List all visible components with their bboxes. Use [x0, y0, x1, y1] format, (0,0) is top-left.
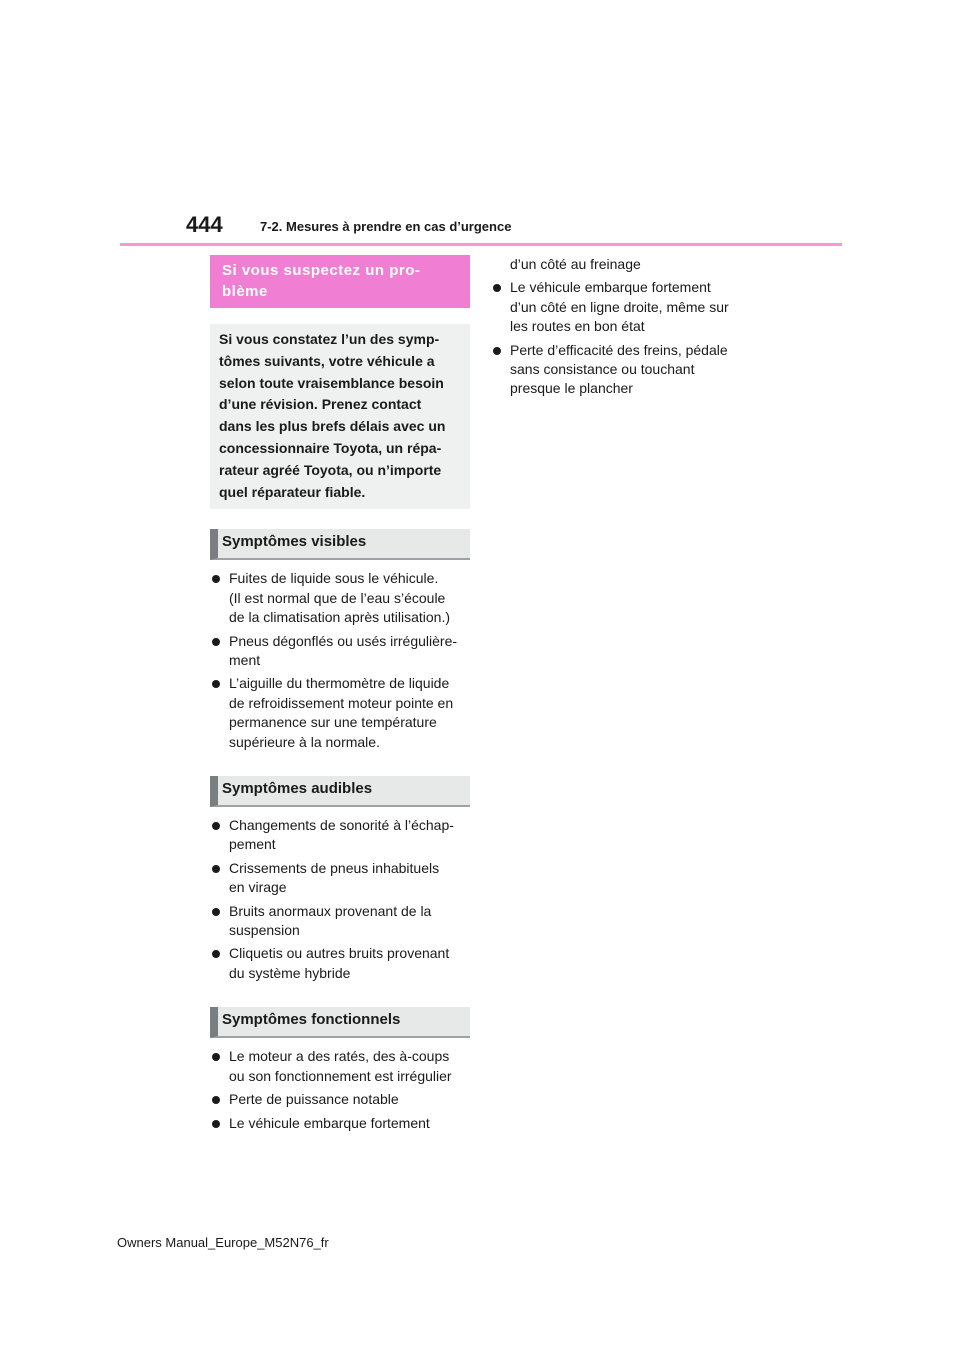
list-item-text: Le véhicule embarque fortement d’un côté en ligne droite, même sur les routes en bon état [510, 279, 729, 335]
bullet-icon [212, 680, 220, 688]
bullet-icon [493, 284, 501, 292]
bullet-icon [212, 1096, 220, 1104]
list-item [210, 569, 470, 627]
bullet-icon [212, 638, 220, 646]
list-item [210, 902, 470, 941]
list-item [210, 674, 470, 752]
list-item [210, 859, 470, 898]
functional-symptoms-heading: Symptômes fonctionnels [210, 1007, 470, 1038]
header-rule [120, 243, 842, 246]
list-item-text: Fuites de liquide sous le véhicule. (Il est normal que de l’eau s’écoule de la climatisation après utilisation.) [229, 570, 450, 626]
list-item-text: Bruits anormaux provenant de la suspension [229, 902, 432, 939]
bullet-icon [212, 950, 220, 958]
footer-text: Owners Manual_Europe_M52N76_fr [117, 1235, 329, 1250]
audible-symptoms-list [210, 816, 470, 983]
audible-symptoms-heading: Symptômes audibles [210, 776, 470, 807]
list-item [210, 1114, 470, 1133]
list-item-text: Changements de sonorité à l’échap- pement [229, 817, 454, 853]
bullet-icon [212, 1053, 220, 1061]
list-item [210, 944, 470, 983]
list-item [210, 816, 470, 855]
bullet-icon [212, 908, 220, 916]
right-column [491, 255, 751, 403]
list-item-text: Perte de puissance notable [229, 1091, 399, 1108]
list-item [210, 1047, 470, 1086]
continued-text: d’un côté au freinage [510, 256, 641, 272]
list-item-text: Perte d’efficacité des freins, pédale sans consistance ou touchant presque le plancher [510, 341, 728, 397]
list-item [491, 278, 751, 336]
main-heading [210, 255, 470, 308]
bullet-icon [212, 865, 220, 873]
bullet-icon [212, 575, 220, 583]
visible-symptoms-heading: Symptômes visibles [210, 529, 470, 560]
intro-text: Si vous constatez l’un des symp- tômes suivants, votre véhicule a selon toute vraisemblance besoin d’une révision. Prenez contact dans les plus brefs délais avec un concessionnaire Toyota, un répa- rateur agréé Toyota, ou n’importe quel réparateur fiable. [219, 331, 446, 500]
page-number: 444 [186, 212, 223, 237]
bullet-icon [212, 1120, 220, 1128]
list-item-text: Le véhicule embarque fortement [229, 1114, 430, 1131]
functional-symptoms-list-continued [491, 278, 751, 398]
functional-symptoms-list [210, 1047, 470, 1133]
bullet-icon [212, 822, 220, 830]
list-item-text: Pneus dégonflés ou usés irrégulière- ment [229, 632, 458, 668]
list-item [210, 1090, 470, 1109]
list-item [210, 632, 470, 671]
list-item-text: L’aiguille du thermomètre de liquide de refroidissement moteur pointe en permanence sur une température supérieure à la normale. [229, 675, 454, 750]
list-item-text: Cliquetis ou autres bruits provenant du système hybride [229, 945, 450, 981]
left-column [210, 255, 470, 1137]
list-item-text: Le moteur a des ratés, des à-coups ou son fonctionnement est irrégulier [229, 1048, 452, 1084]
visible-symptoms-list [210, 569, 470, 752]
list-item-text: Crissements de pneus inhabituels en virage [229, 859, 440, 896]
section-title: 7-2. Mesures à prendre en cas d’urgence [260, 219, 512, 234]
main-heading-text: Si vous suspectez un pro- blème [222, 262, 421, 300]
list-item [491, 341, 751, 399]
intro-box [210, 324, 470, 509]
bullet-icon [493, 347, 501, 355]
